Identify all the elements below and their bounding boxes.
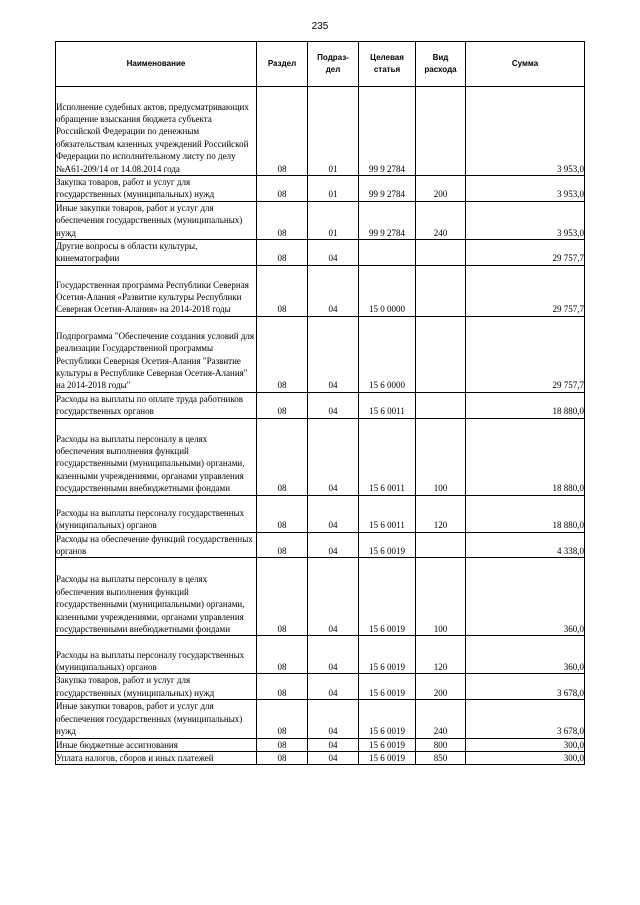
- row-type: 120: [416, 636, 466, 674]
- row-section: 08: [257, 240, 308, 266]
- row-target: 15 6 0019: [359, 532, 416, 558]
- row-section: 08: [257, 751, 308, 764]
- table-row: [56, 532, 585, 558]
- row-subsection: 04: [308, 265, 359, 316]
- header-subsection: Подраз- дел: [308, 42, 359, 87]
- row-target: 99 9 2784: [359, 201, 416, 239]
- row-type: [416, 87, 466, 176]
- row-amount: 29 757,7: [466, 240, 585, 266]
- row-name: Расходы на обеспечение функций государственных органов: [56, 532, 257, 558]
- budget-table: [55, 41, 585, 765]
- row-type: 120: [416, 495, 466, 532]
- row-type: [416, 316, 466, 392]
- row-amount: 18 880,0: [466, 418, 585, 495]
- row-target: 15 0 0000: [359, 265, 416, 316]
- row-subsection: 04: [308, 316, 359, 392]
- row-subsection: 04: [308, 418, 359, 495]
- row-name: Иные бюджетные ассигнования: [56, 738, 257, 751]
- table-header-row: [56, 42, 585, 87]
- table-row: [56, 392, 585, 418]
- row-type: [416, 392, 466, 418]
- row-section: 08: [257, 674, 308, 700]
- row-target: 15 6 0019: [359, 674, 416, 700]
- row-type: 200: [416, 176, 466, 202]
- row-subsection: 04: [308, 532, 359, 558]
- table-row: [56, 700, 585, 738]
- page-number: 235: [311, 21, 329, 32]
- row-name: Расходы на выплаты персоналу государственных (муниципальных) органов: [56, 495, 257, 532]
- row-section: 08: [257, 392, 308, 418]
- row-subsection: 04: [308, 636, 359, 674]
- row-amount: 300,0: [466, 751, 585, 764]
- row-target: 99 9 2784: [359, 87, 416, 176]
- row-amount: 18 880,0: [466, 495, 585, 532]
- row-subsection: 04: [308, 700, 359, 738]
- row-amount: 29 757,7: [466, 265, 585, 316]
- row-subsection: 04: [308, 738, 359, 751]
- table-row: [56, 87, 585, 176]
- row-subsection: 04: [308, 495, 359, 532]
- row-target: 15 6 0011: [359, 418, 416, 495]
- table-row: [56, 176, 585, 202]
- row-section: 08: [257, 87, 308, 176]
- row-name: Государственная программа Республики Северная Осетия-Алания «Развитие культуры Республики Северная Осетия-Алания» на 2014-2018 годы: [56, 265, 257, 316]
- row-amount: 360,0: [466, 558, 585, 636]
- row-amount: 300,0: [466, 738, 585, 751]
- row-type: [416, 265, 466, 316]
- header-amount: Сумма: [466, 42, 585, 87]
- row-amount: 29 757,7: [466, 316, 585, 392]
- row-section: 08: [257, 265, 308, 316]
- row-name: Иные закупки товаров, работ и услуг для обеспечения государственных (муниципальных) нужд: [56, 201, 257, 239]
- row-section: 08: [257, 700, 308, 738]
- row-target: 15 6 0011: [359, 392, 416, 418]
- row-section: 08: [257, 176, 308, 202]
- row-section: 08: [257, 532, 308, 558]
- row-section: 08: [257, 558, 308, 636]
- row-subsection: 04: [308, 240, 359, 266]
- table-row: [56, 265, 585, 316]
- row-type: 240: [416, 700, 466, 738]
- row-subsection: 04: [308, 392, 359, 418]
- row-target: 15 6 0019: [359, 751, 416, 764]
- header-type: Вид расхода: [416, 42, 466, 87]
- row-name: Закупка товаров, работ и услуг для государственных (муниципальных) нужд: [56, 674, 257, 700]
- row-subsection: 01: [308, 176, 359, 202]
- row-target: 15 6 0019: [359, 636, 416, 674]
- row-type: 100: [416, 418, 466, 495]
- row-subsection: 04: [308, 558, 359, 636]
- table-row: [56, 418, 585, 495]
- row-amount: 3 953,0: [466, 176, 585, 202]
- row-amount: 3 678,0: [466, 700, 585, 738]
- row-type: [416, 240, 466, 266]
- table-row: [56, 636, 585, 674]
- row-section: 08: [257, 418, 308, 495]
- header-name: Наименование: [56, 42, 257, 87]
- row-amount: 3 953,0: [466, 87, 585, 176]
- row-type: 200: [416, 674, 466, 700]
- row-target: 15 6 0019: [359, 700, 416, 738]
- row-section: 08: [257, 201, 308, 239]
- row-name: Закупка товаров, работ и услуг для государственных (муниципальных) нужд: [56, 176, 257, 202]
- row-amount: 360,0: [466, 636, 585, 674]
- row-target: 15 6 0000: [359, 316, 416, 392]
- row-name: Расходы на выплаты персоналу в целях обеспечения выполнения функций государственными (муниципальными) органами, казенными учреждениями, органами управления государственными внебюджетными фондами: [56, 558, 257, 636]
- row-name: Другие вопросы в области культуры, кинематографии: [56, 240, 257, 266]
- row-type: 100: [416, 558, 466, 636]
- row-name: Исполнение судебных актов, предусматривающих обращение взыскания бюджета субъекта Российской Федерации по денежным обязательствам казенных учреждений Российской Федерации по исполнительному листу по делу №А61-209/14 от 14.08.2014 года: [56, 87, 257, 176]
- row-target: 99 9 2784: [359, 176, 416, 202]
- row-amount: 18 880,0: [466, 392, 585, 418]
- row-amount: 4 338,0: [466, 532, 585, 558]
- row-target: 15 6 0019: [359, 738, 416, 751]
- table-row: [56, 240, 585, 266]
- row-section: 08: [257, 738, 308, 751]
- row-type: 850: [416, 751, 466, 764]
- row-name: Расходы на выплаты персоналу государственных (муниципальных) органов: [56, 636, 257, 674]
- row-subsection: 01: [308, 201, 359, 239]
- table-row: [56, 738, 585, 751]
- header-target: Целевая статья: [359, 42, 416, 87]
- row-section: 08: [257, 495, 308, 532]
- row-subsection: 01: [308, 87, 359, 176]
- row-target: [359, 240, 416, 266]
- row-name: Расходы на выплаты персоналу в целях обеспечения выполнения функций государственными (муниципальными) органами, казенными учреждениями, органами управления государственными внебюджетными фондами: [56, 418, 257, 495]
- row-target: 15 6 0011: [359, 495, 416, 532]
- row-amount: 3 678,0: [466, 674, 585, 700]
- row-section: 08: [257, 316, 308, 392]
- table-row: [56, 201, 585, 239]
- row-type: 800: [416, 738, 466, 751]
- row-name: Расходы на выплаты по оплате труда работников государственных органов: [56, 392, 257, 418]
- row-type: [416, 532, 466, 558]
- row-type: 240: [416, 201, 466, 239]
- table-row: [56, 316, 585, 392]
- row-name: Уплата налогов, сборов и иных платежей: [56, 751, 257, 764]
- table-row: [56, 558, 585, 636]
- row-subsection: 04: [308, 751, 359, 764]
- table-row: [56, 674, 585, 700]
- row-amount: 3 953,0: [466, 201, 585, 239]
- row-target: 15 6 0019: [359, 558, 416, 636]
- row-subsection: 04: [308, 674, 359, 700]
- row-name: Иные закупки товаров, работ и услуг для обеспечения государственных (муниципальных) нужд: [56, 700, 257, 738]
- row-section: 08: [257, 636, 308, 674]
- table-row: [56, 751, 585, 764]
- header-section: Раздел: [257, 42, 308, 87]
- table-row: [56, 495, 585, 532]
- row-name: Подпрограмма "Обеспечение создания условий для реализации Государственной программы Республики Северная Осетия-Алания "Развитие культуры в Республике Северная Осетия-Алания" на 2014-2018 годы": [56, 316, 257, 392]
